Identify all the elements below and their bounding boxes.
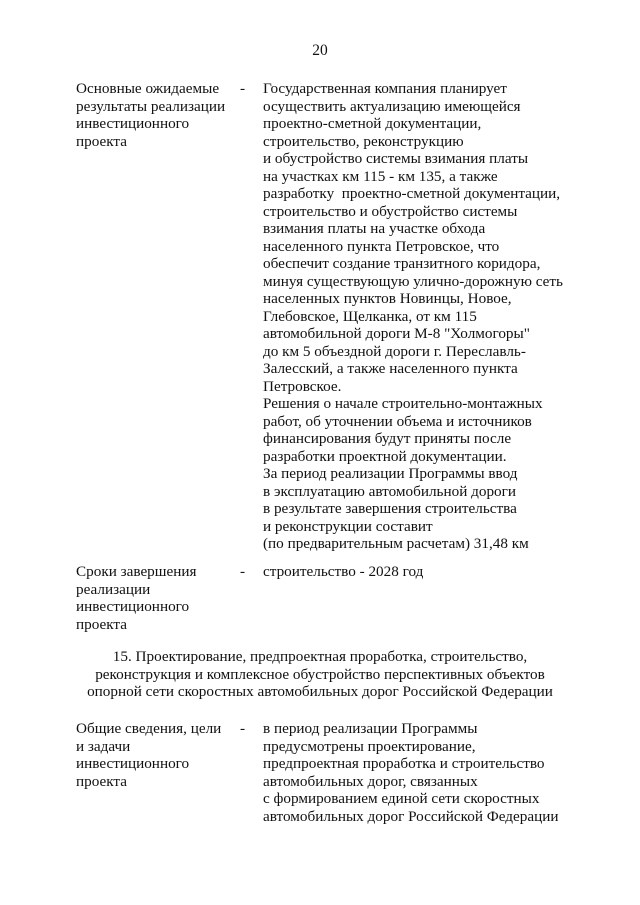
value-line: Глебовское, Щелканка, от км 115	[263, 307, 477, 325]
label-line: проекта	[76, 615, 127, 633]
label-line: реализации	[76, 580, 151, 598]
value-line: строительство и обустройство системы	[263, 202, 518, 220]
row-value	[263, 80, 583, 553]
value-line: Решения о начале строительно-монтажных	[263, 395, 543, 412]
row-value	[263, 563, 583, 581]
value-line: автомобильных дорог, связанных	[263, 772, 478, 790]
value-line: взимания платы на участке обхода	[263, 220, 486, 237]
label-line: и задачи	[76, 737, 131, 755]
row-label	[76, 563, 236, 633]
value-line: населенных пунктов Новинцы, Новое,	[263, 290, 512, 307]
label-line: инвестиционного	[76, 755, 190, 772]
value-line: Залесский, а также населенного пункта	[263, 360, 518, 377]
value-line: Петровское.	[263, 377, 342, 395]
label-line: проекта	[76, 772, 127, 790]
value-line: За период реализации Программы ввод	[263, 465, 518, 482]
value-line: минуя существующую улично-дорожную сеть	[263, 272, 563, 290]
value-line: в период реализации Программы	[263, 720, 478, 737]
value-line: (по предварительным расчетам) 31,48 км	[263, 535, 529, 552]
row-value	[263, 720, 583, 825]
value-line: автомобильных дорог Российской Федерации	[263, 807, 559, 825]
value-line: работ, об уточнении объема и источников	[263, 412, 532, 430]
value-line: с формированием единой сети скоростных	[263, 790, 540, 807]
value-line: разработку проектно-сметной документации,	[263, 185, 561, 202]
label-line: Основные ожидаемые	[76, 80, 220, 97]
row-dash: -	[240, 80, 246, 97]
value-line: и обустройство системы взимания платы	[263, 150, 529, 167]
label-line: инвестиционного	[76, 115, 190, 132]
value-line: до км 5 объездной дороги г. Переславль-	[263, 342, 526, 360]
value-line: предпроектная проработка и строительство	[263, 755, 545, 772]
value-line: предусмотрены проектирование,	[263, 737, 476, 755]
value-line: финансирования будут приняты после	[263, 430, 512, 447]
row-dash: -	[240, 563, 246, 580]
row-dash: -	[240, 720, 246, 737]
value-line: автомобильной дороги М-8 "Холмогоры"	[263, 325, 530, 342]
value-line: строительство, реконструкцию	[263, 132, 464, 150]
label-line: Общие сведения, цели	[76, 720, 222, 737]
row-label	[76, 80, 236, 150]
label-line: инвестиционного	[76, 598, 190, 615]
value-line: разработки проектной документации.	[263, 447, 507, 465]
label-line: Сроки завершения	[76, 563, 197, 580]
value-line: Государственная компания планирует	[263, 80, 507, 97]
value-line: в эксплуатацию автомобильной дороги	[263, 482, 516, 500]
heading-line: 15. Проектирование, предпроектная проработка, строительство,	[112, 648, 528, 665]
heading-line: реконструкция и комплексное обустройство перспективных объектов	[95, 665, 545, 683]
value-line: осуществить актуализацию имеющейся	[263, 97, 521, 115]
value-line: и реконструкции составит	[263, 517, 433, 535]
row-label	[76, 720, 236, 790]
value-line: на участках км 115 - км 135, а также	[263, 167, 498, 185]
value-line: обеспечит создание транзитного коридора,	[263, 255, 541, 272]
label-line: проекта	[76, 132, 127, 150]
section-heading	[56, 648, 584, 701]
value-line: населенного пункта Петровское, что	[263, 237, 500, 255]
heading-line: опорной сети скоростных автомобильных дорог Российской Федерации	[87, 683, 553, 700]
value-line: в результате завершения строительства	[263, 500, 517, 517]
value-line: проектно-сметной документации,	[263, 115, 482, 132]
page-number: 20	[312, 42, 328, 59]
label-line: результаты реализации	[76, 97, 226, 115]
value-line: строительство - 2028 год	[263, 563, 424, 580]
